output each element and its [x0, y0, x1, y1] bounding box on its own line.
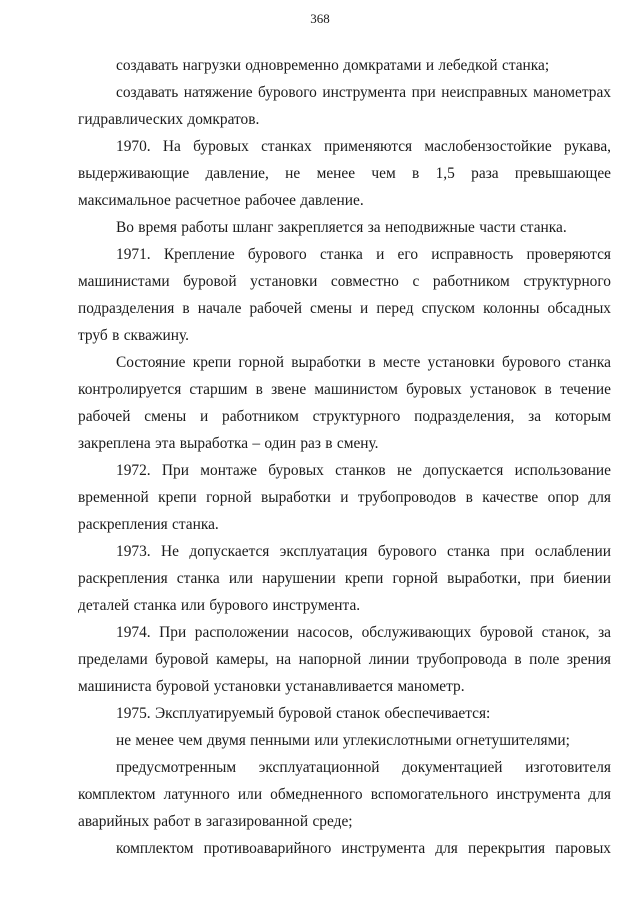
paragraph: 1972. При монтаже буровых станков не допускается использование временной крепи горной выработки и трубопроводов в качестве опор для раскрепления станка.	[78, 462, 611, 533]
paragraph: предусмотренным эксплуатационной документацией изготовителя комплектом латунного или обмедненного вспомогательного инструмента для аварийных работ в загазированной среде;	[78, 759, 611, 830]
paragraph: 1975. Эксплуатируемый буровой станок обеспечивается:	[116, 705, 491, 722]
paragraph: 1973. Не допускается эксплуатация бурового станка при ослаблении раскрепления станка или нарушении крепи горной выработки, при биении деталей станка или бурового инструмента.	[78, 543, 611, 614]
document-body	[78, 52, 611, 862]
paragraph: не менее чем двумя пенными или углекислотными огнетушителями;	[116, 732, 570, 749]
paragraph: Состояние крепи горной выработки в месте установки бурового станка контролируется старшим в звене машинистом буровых установок в течение рабочей смены и работником структурного подразделения, за которым закреплена эта выработка – один раз в смену.	[78, 354, 611, 452]
paragraph: 1971. Крепление бурового станка и его исправность проверяются машинистами буровой установки совместно с работником структурного подразделения в начале рабочей смены и перед спуском колонны обсадных труб в скважину.	[78, 246, 611, 344]
paragraph: комплектом противоаварийного инструмента для перекрытия паровых	[116, 840, 611, 857]
paragraph: 1974. При расположении насосов, обслуживающих буровой станок, за пределами буровой камеры, на напорной линии трубопровода в поле зрения машиниста буровой установки устанавливается манометр.	[78, 624, 611, 695]
paragraph: создавать натяжение бурового инструмента при неисправных манометрах гидравлических домкратов.	[78, 84, 611, 128]
paragraph: Во время работы шланг закрепляется за неподвижные части станка.	[116, 219, 567, 236]
paragraph: 1970. На буровых станках применяются маслобензостойкие рукава, выдерживающие давление, не менее чем в 1,5 раза превышающее максимальное расчетное рабочее давление.	[78, 138, 611, 209]
paragraph: создавать нагрузки одновременно домкратами и лебедкой станка;	[116, 57, 550, 74]
page-number: 368	[310, 11, 330, 26]
